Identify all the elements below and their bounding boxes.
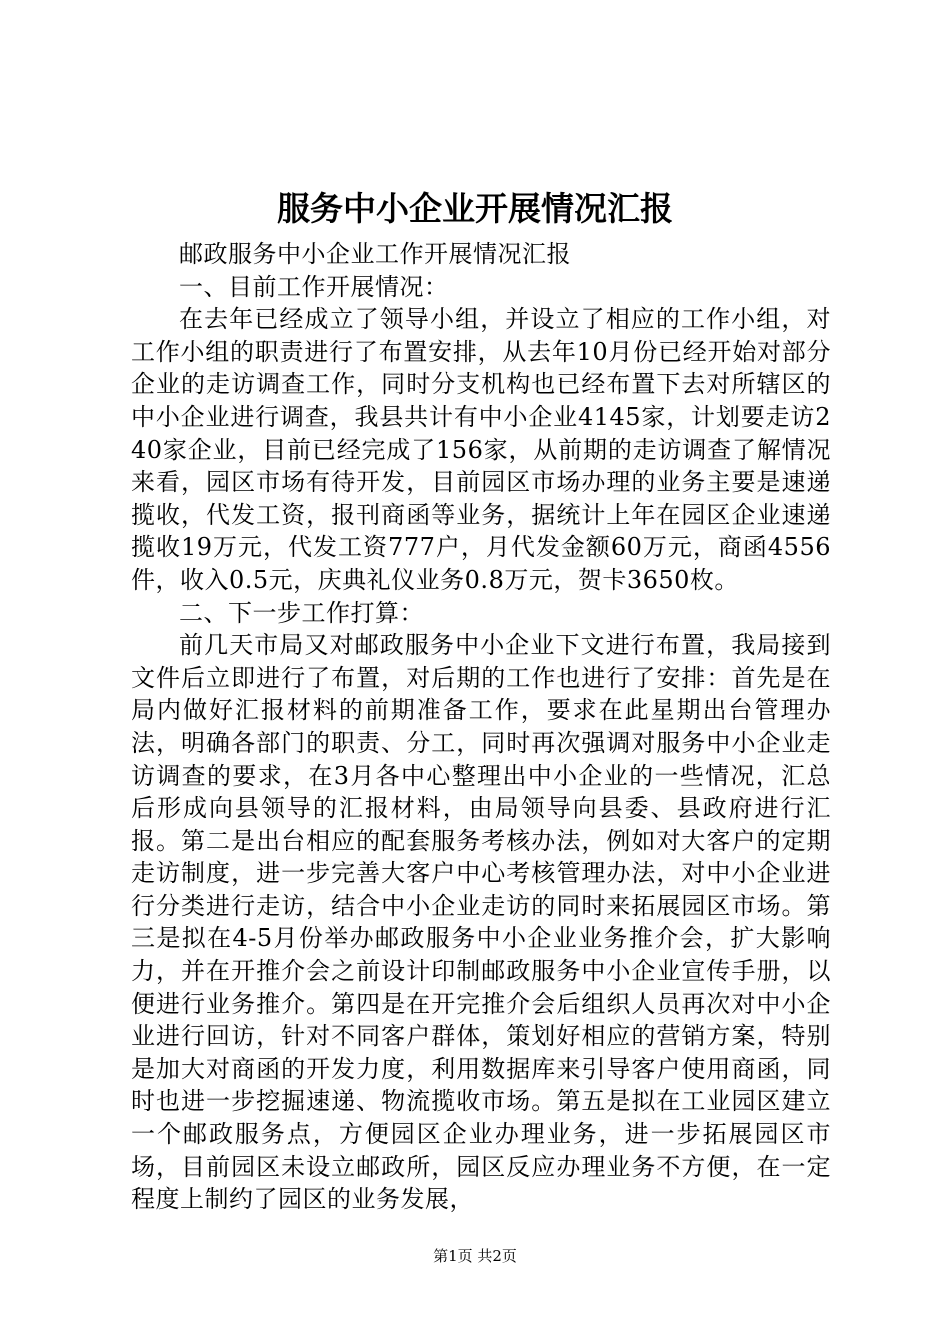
section-heading-1: 一、目前工作开展情况： — [179, 272, 449, 301]
page-footer: 第1页 共2页 — [433, 1247, 517, 1265]
section-heading-2: 二、下一步工作打算： — [179, 598, 424, 627]
subtitle-paragraph: 邮政服务中小企业工作开展情况汇报 — [179, 240, 571, 268]
body-paragraph-2: 前几天市局又对邮政服务中小企业下文进行布置，我局接到文件后立即进行了布置，对后期的工作也进行了安排：首先是在局内做好汇报材料的前期准备工作，要求在此星期出台管理办法，明确各部门的职责、分工，同时再次强调对服务中小企业走访调查的要求，在3月各中心整理出中小企业的一些情况，汇总后形成向县领导的汇报材料，由局领导向县委、县政府进行汇报。第二是出台相应的配套服务考核办法，例如对大客户的定期走访制度，进一步完善大客户中心考核管理办法，对中小企业进行分类进行走访，结合中小企业走访的同时来拓展园区市场。第三是拟在4-5月份举办邮政服务中小企业业务推介会，扩大影响力，并在开推介会之前设计印制邮政服务中小企业宣传手册，以便进行业务推介。第四是在开完推介会后组织人员再次对中小企业进行回访，针对不同客户群体，策划好相应的营销方案，特别是加大对商函的开发力度，利用数据库来引导客户使用商函，同时也进一步挖掘速递、物流揽收市场。第五是拟在工业园区建立一个邮政服务点，方便园区企业办理业务，进一步拓展园区市场，目前园区未设立邮政所，园区反应办理业务不方便，在一定程度上制约了园区的业务发展， — [131, 631, 831, 1214]
document-body — [131, 238, 831, 1216]
body-paragraph-1: 在去年已经成立了领导小组，并设立了相应的工作小组，对工作小组的职责进行了布置安排，从去年10月份已经开始对部分企业的走访调查工作，同时分支机构也已经布置下去对所辖区的中小企业进行调查，我县共计有中小企业4145家，计划要走访240家企业，目前已经完成了156家，从前期的走访调查了解情况来看，园区市场有待开发，目前园区市场办理的业务主要是速递揽收，代发工资，报刊商函等业务，据统计上年在园区企业速递揽收19万元，代发工资777户，月代发金额60万元，商函4556件，收入0.5元，庆典礼仪业务0.8万元，贺卡3650枚。 — [131, 305, 831, 594]
document-title: 服务中小企业开展情况汇报 — [277, 189, 673, 228]
